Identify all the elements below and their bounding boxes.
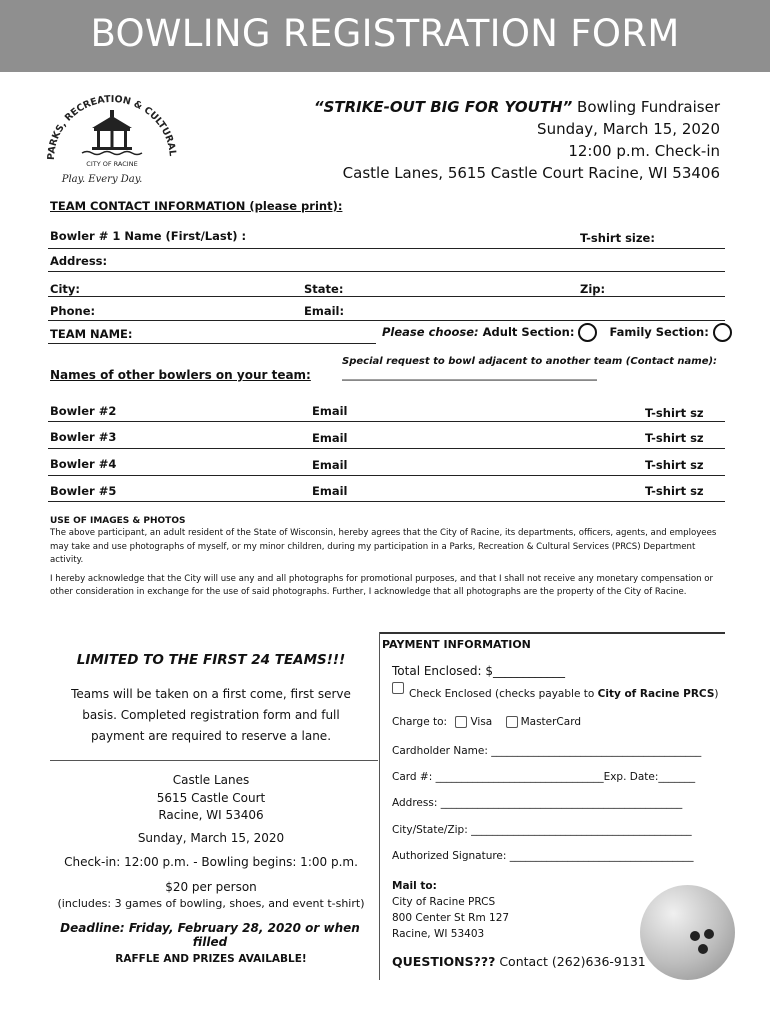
left-date: Sunday, March 15, 2020 — [137, 831, 285, 845]
event-time: 12:00 p.m. Check-in — [568, 142, 720, 160]
logo-arc-text: PARKS, RECREATION & CULTURAL — [45, 93, 178, 161]
bowler3-label: Bowler #3 — [50, 430, 117, 444]
bowler3-tshirt-label: T-shirt sz — [645, 431, 704, 445]
images-release-heading: USE OF IMAGES & PHOTOS — [50, 516, 186, 526]
event-location: Castle Lanes, 5615 Castle Court Racine, WI 53406 — [342, 164, 720, 182]
ball-hole-2 — [704, 929, 714, 939]
bowler4-email-label: Email — [312, 458, 348, 472]
venue-block — [50, 772, 372, 825]
check-enclosed-label: Check Enclosed (checks payable to — [409, 688, 595, 700]
prcs-logo — [42, 80, 182, 190]
bowler1-line[interactable] — [48, 248, 725, 249]
phone-label: Phone: — [50, 304, 96, 318]
logo-tagline: Play. Every Day. — [61, 174, 143, 185]
event-info — [314, 96, 720, 184]
state-label: State: — [304, 282, 344, 296]
check-enclosed-checkbox[interactable] — [392, 682, 404, 694]
bowling-ball-icon — [640, 885, 735, 980]
mail-line-1: City of Racine PRCS — [392, 896, 496, 908]
contact-phone: Contact (262)636-9131 — [499, 954, 646, 969]
phone-line[interactable] — [48, 320, 725, 321]
mail-to-label: Mail to: — [392, 880, 437, 892]
charge-to-label: Charge to: — [392, 716, 448, 728]
bowler1-label: Bowler # 1 Name (First/Last) : — [50, 229, 247, 243]
images-release-section — [50, 516, 720, 600]
adult-section-radio[interactable] — [578, 323, 597, 342]
images-release-p1: The above participant, an adult resident of the State of Wisconsin, hereby agrees that the City of Racine, its departments, officers, agents, and employees may take and use photographs of myself, or my minor children, during my participation in a Parks, Recreation & Cultural Services (PRCS) Department activity. — [50, 528, 717, 565]
left-divider — [50, 760, 378, 761]
city-state-zip-field[interactable]: City/State/Zip: __________________________________________ — [392, 824, 692, 836]
address-label: Address: — [50, 254, 108, 268]
bowler2-email-label: Email — [312, 404, 348, 418]
special-request-line[interactable]: ___________________________________________________ — [342, 370, 597, 381]
payment-top-rule — [380, 632, 725, 634]
event-name-line — [314, 96, 720, 118]
please-choose-label: Please choose: — [382, 325, 479, 339]
mastercard-checkbox[interactable] — [506, 716, 518, 728]
family-section-label: Family Section: — [609, 325, 709, 339]
bowler2-label: Bowler #2 — [50, 404, 117, 418]
other-bowlers-heading: Names of other bowlers on your team: — [50, 368, 311, 382]
bowler4-line[interactable] — [48, 475, 725, 476]
check-payee: City of Racine PRCS — [597, 688, 715, 700]
city-label: City: — [50, 282, 80, 296]
total-enclosed[interactable]: Total Enclosed: $____________ — [392, 664, 566, 678]
venue-citystate: Racine, WI 53406 — [158, 808, 264, 822]
team-contact-heading: TEAM CONTACT INFORMATION (please print): — [50, 199, 343, 213]
card-number-field[interactable]: Card #: ________________________________Exp. Date:_______ — [392, 771, 696, 783]
charge-row — [392, 716, 581, 728]
logo-city: CITY OF RACINE — [86, 160, 138, 168]
bowler4-label: Bowler #4 — [50, 457, 117, 471]
billing-address-field[interactable]: Address: ______________________________________________ — [392, 797, 683, 809]
venue-name: Castle Lanes — [172, 773, 250, 787]
city-line[interactable] — [48, 296, 725, 297]
check-paren: ) — [714, 688, 719, 700]
mail-line-2: 800 Center St Rm 127 — [392, 912, 510, 924]
event-name: “STRIKE-OUT BIG FOR YOUTH” — [313, 98, 573, 116]
questions-row — [392, 954, 646, 969]
images-release-p2: I hereby acknowledge that the City will use any and all photographs for promotional purposes, and that I shall not receive any monetary compensation or other consideration in exchange for the use of said photographs. Further, I acknowledge that all photographs are the property of the City of Racine. — [50, 573, 714, 597]
section-choice — [382, 323, 732, 342]
team-name-line[interactable] — [48, 343, 376, 344]
zip-label: Zip: — [580, 282, 606, 296]
ball-hole-3 — [698, 944, 708, 954]
event-name-suffix: Bowling Fundraiser — [577, 98, 720, 116]
address-line[interactable] — [48, 271, 725, 272]
bowler5-label: Bowler #5 — [50, 484, 117, 498]
bowler3-email-label: Email — [312, 431, 348, 445]
includes-text: (includes: 3 games of bowling, shoes, and event t-shirt) — [57, 897, 365, 910]
bowler5-tshirt-label: T-shirt sz — [645, 484, 704, 498]
deadline-text: Deadline: Friday, February 28, 2020 or when filled — [60, 921, 360, 949]
ball-hole-1 — [690, 931, 700, 941]
mastercard-label: MasterCard — [520, 716, 581, 728]
limited-heading: LIMITED TO THE FIRST 24 TEAMS!!! — [76, 652, 346, 668]
checkin-text: Check-in: 12:00 p.m. - Bowling begins: 1:00 p.m. — [64, 855, 358, 869]
bowler2-line[interactable] — [48, 421, 725, 422]
bowler2-tshirt-label: T-shirt sz — [645, 406, 704, 420]
header-banner — [0, 0, 770, 72]
bowler3-line[interactable] — [48, 448, 725, 449]
signature-field[interactable]: Authorized Signature: ___________________________________ — [392, 850, 694, 862]
special-request-label: Special request to bowl adjacent to another team (Contact name): — [342, 356, 718, 367]
bowler5-line[interactable] — [48, 501, 725, 502]
mail-line-3: Racine, WI 53403 — [392, 928, 485, 940]
visa-label: Visa — [470, 716, 493, 728]
visa-checkbox[interactable] — [455, 716, 467, 728]
mail-to-block — [392, 878, 509, 942]
email-label: Email: — [304, 304, 345, 318]
column-divider — [379, 632, 380, 980]
questions-label: QUESTIONS??? — [392, 954, 496, 969]
tshirt-size-label: T-shirt size: — [580, 231, 655, 245]
logo-graphic — [42, 80, 182, 190]
raffle-text: RAFFLE AND PRIZES AVAILABLE! — [115, 953, 307, 965]
price-text: $20 per person — [165, 880, 257, 894]
event-date: Sunday, March 15, 2020 — [537, 120, 720, 138]
check-enclosed-row — [392, 688, 719, 700]
form-title: BOWLING REGISTRATION FORM — [90, 12, 680, 55]
bowler4-tshirt-label: T-shirt sz — [645, 458, 704, 472]
venue-street: 5615 Castle Court — [156, 790, 266, 805]
cardholder-field[interactable]: Cardholder Name: ________________________________________ — [392, 745, 702, 757]
team-name-label: TEAM NAME: — [50, 327, 133, 341]
bowler5-email-label: Email — [312, 484, 348, 498]
family-section-radio[interactable] — [713, 323, 732, 342]
adult-section-label: Adult Section: — [482, 325, 575, 339]
teams-text: Teams will be taken on a first come, first serve basis. Completed registration form and full payment are required to reserve a lane. — [71, 687, 351, 743]
payment-heading: PAYMENT INFORMATION — [382, 638, 531, 651]
